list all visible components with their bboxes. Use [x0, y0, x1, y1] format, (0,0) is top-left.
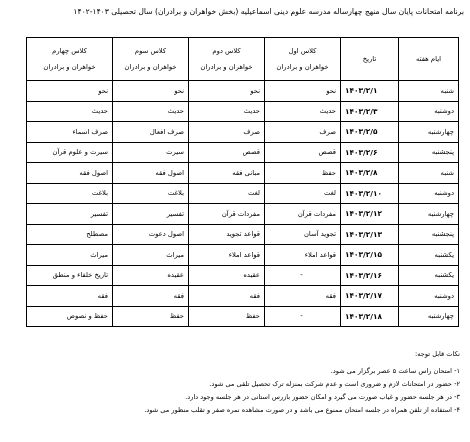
- class-3-cell: فقه: [113, 286, 189, 307]
- notes-section: [8, 348, 462, 417]
- day-cell: پنجشنبه: [399, 142, 459, 163]
- class-3-cell: میراث: [113, 245, 189, 266]
- date-cell: ۱۴۰۳/۲/۶: [341, 142, 399, 163]
- class-2-cell: قصص: [189, 142, 265, 163]
- date-cell: ۱۴۰۳/۲/۱: [341, 81, 399, 102]
- day-cell: دوشنبه: [399, 101, 459, 122]
- date-cell: ۱۴۰۳/۲/۱۳: [341, 224, 399, 245]
- note-item: ۳- در هر جلسه حضور و غیاب صورت می گیرد و امکان حضور بازرس استانی در هر جلسه وجود دارد.: [185, 393, 460, 401]
- day-cell: چهارشنبه: [399, 122, 459, 143]
- class-1-cell: -: [265, 265, 341, 286]
- class-3-cell: صرف افعال: [113, 122, 189, 143]
- class-4-cell: حدیث: [27, 101, 113, 122]
- exam-schedule-table: [26, 37, 459, 327]
- class-1-cell: فقه: [265, 286, 341, 307]
- day-cell: دوشنبه: [399, 286, 459, 307]
- table-row: [27, 306, 459, 327]
- note-item: ۱- امتحان راس ساعت ۵ عصر برگزار می شود.: [330, 367, 460, 375]
- class-2-cell: لغت: [189, 183, 265, 204]
- class-1-cell: قواعد املاء: [265, 245, 341, 266]
- day-cell: دوشنبه: [399, 183, 459, 204]
- class-4-cell: صرف اسماء: [27, 122, 113, 143]
- date-cell: ۱۴۰۳/۲/۸: [341, 163, 399, 184]
- date-cell: ۱۴۰۳/۲/۳: [341, 101, 399, 122]
- class-4-cell: تفسیر: [27, 204, 113, 225]
- class-4-cell: اصول فقه: [27, 163, 113, 184]
- header-class-3: کلاس سوم خواهران و برادران: [113, 38, 189, 81]
- table-row: [27, 142, 459, 163]
- day-cell: چهارشنبه: [399, 306, 459, 327]
- class-4-cell: فقه: [27, 286, 113, 307]
- date-cell: ۱۴۰۳/۲/۱۰: [341, 183, 399, 204]
- table-row: [27, 286, 459, 307]
- header-class-2: کلاس دوم خواهران و برادران: [189, 38, 265, 81]
- class-2-cell: مفردات قرآن: [189, 204, 265, 225]
- class-2-cell: فقه: [189, 286, 265, 307]
- class-3-cell: سیرت: [113, 142, 189, 163]
- class-2-cell: مبانی فقه: [189, 163, 265, 184]
- class-2-cell: قواعد تجوید: [189, 224, 265, 245]
- class-4-cell: میراث: [27, 245, 113, 266]
- header-day: ایام هفته: [399, 38, 459, 81]
- date-cell: ۱۴۰۳/۲/۵: [341, 122, 399, 143]
- class-4-cell: بلاغت: [27, 183, 113, 204]
- notes-heading: نکات قابل توجه:: [415, 350, 460, 358]
- class-1-cell: تجوید آسان: [265, 224, 341, 245]
- day-cell: شنبه: [399, 163, 459, 184]
- class-4-cell: تاریخ خلفاء و منطق: [27, 265, 113, 286]
- class-4-cell: نحو: [27, 81, 113, 102]
- class-2-cell: عقیده: [189, 265, 265, 286]
- class-2-cell: قواعد املاء: [189, 245, 265, 266]
- table-row: [27, 204, 459, 225]
- class-3-cell: بلاغت: [113, 183, 189, 204]
- header-date: تاریخ: [341, 38, 399, 81]
- class-4-cell: سیرت و علوم قرآن: [27, 142, 113, 163]
- class-4-cell: حفظ و نصوص: [27, 306, 113, 327]
- class-3-cell: نحو: [113, 81, 189, 102]
- class-3-cell: تفسیر: [113, 204, 189, 225]
- table-row: [27, 122, 459, 143]
- day-cell: یکشنبه: [399, 245, 459, 266]
- table-row: [27, 101, 459, 122]
- class-2-cell: صرف: [189, 122, 265, 143]
- class-3-cell: حفظ: [113, 306, 189, 327]
- note-item: ۴- استفاده از تلفن همراه در جلسه امتحان ممنوع می باشد و در صورت مشاهده نمره صفر و تقلب منظور می شود.: [144, 406, 460, 414]
- class-4-cell: مصطلح: [27, 224, 113, 245]
- class-1-cell: لغت: [265, 183, 341, 204]
- class-3-cell: اصول دعوت: [113, 224, 189, 245]
- table-header-row: [27, 38, 459, 81]
- class-1-cell: -: [265, 306, 341, 327]
- class-1-cell: قصص: [265, 142, 341, 163]
- class-1-cell: نحو: [265, 81, 341, 102]
- class-2-cell: حفظ: [189, 306, 265, 327]
- day-cell: شنبه: [399, 81, 459, 102]
- class-3-cell: اصول فقه: [113, 163, 189, 184]
- page-title: برنامه امتحانات پایان سال منهج چهارساله مدرسه علوم دینی اسماعیلیه (بخش خواهران و برادران) سال تحصیلی ۱۴۰۳-۱۴۰۲: [73, 7, 464, 16]
- date-cell: ۱۴۰۳/۲/۱۷: [341, 286, 399, 307]
- date-cell: ۱۴۰۳/۲/۱۶: [341, 265, 399, 286]
- day-cell: یکشنبه: [399, 265, 459, 286]
- class-1-cell: مفردات قرآن: [265, 204, 341, 225]
- table-row: [27, 183, 459, 204]
- class-1-cell: حدیث: [265, 101, 341, 122]
- header-class-1: کلاس اول خواهران و برادران: [265, 38, 341, 81]
- table-row: [27, 245, 459, 266]
- class-1-cell: صرف: [265, 122, 341, 143]
- class-2-cell: نحو: [189, 81, 265, 102]
- class-1-cell: حفظ: [265, 163, 341, 184]
- class-3-cell: عقیده: [113, 265, 189, 286]
- day-cell: چهارشنبه: [399, 204, 459, 225]
- table-row: [27, 81, 459, 102]
- class-2-cell: حدیث: [189, 101, 265, 122]
- note-item: ۲- حضور در امتحانات لازم و ضروری است و عدم شرکت بمنزله ترک تحصیل تلقی می شود.: [209, 380, 460, 388]
- header-class-4: کلاس چهارم خواهران و برادران: [27, 38, 113, 81]
- day-cell: پنجشنبه: [399, 224, 459, 245]
- table-row: [27, 265, 459, 286]
- date-cell: ۱۴۰۳/۲/۱۵: [341, 245, 399, 266]
- date-cell: ۱۴۰۳/۲/۱۲: [341, 204, 399, 225]
- date-cell: ۱۴۰۳/۲/۱۸: [341, 306, 399, 327]
- class-3-cell: حدیث: [113, 101, 189, 122]
- table-row: [27, 163, 459, 184]
- table-row: [27, 224, 459, 245]
